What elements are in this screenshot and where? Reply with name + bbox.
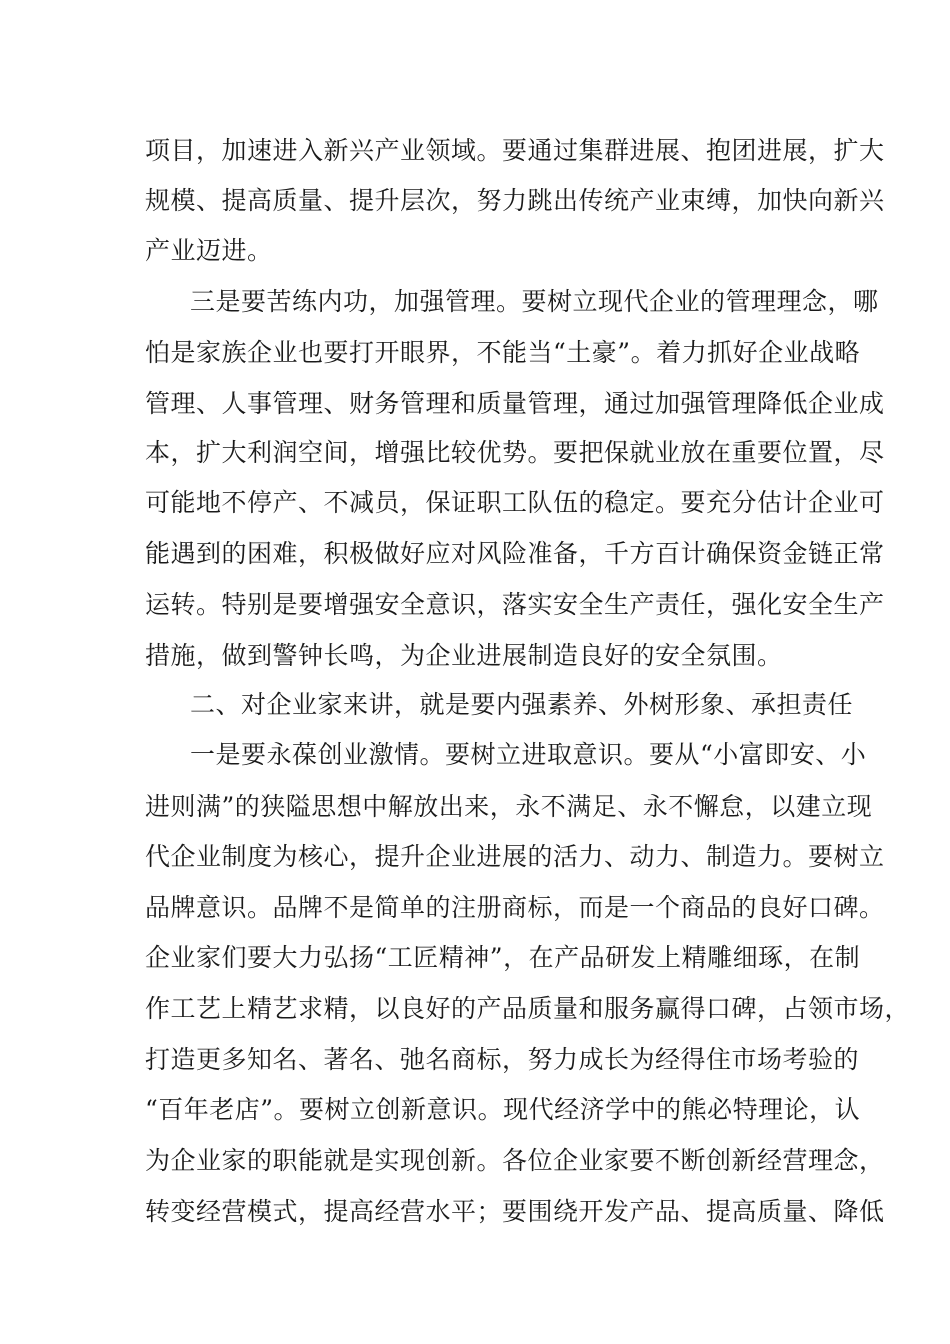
section-heading: 二、对企业家来讲，就是要内强素养、外树形象、承担责任 <box>190 690 854 719</box>
text-line: 本，扩大利润空间，增强比较优势。要把保就业放在重要位置，尽 <box>145 438 885 467</box>
text-line: 能遇到的困难，积极做好应对风险准备，千方百计确保资金链正常 <box>145 539 885 568</box>
text-line: 代企业制度为核心，提升企业进展的活力、动力、制造力。要树立 <box>145 842 885 871</box>
paragraph-start-line: 三是要苦练内功，加强管理。要树立现代企业的管理理念，哪 <box>190 287 879 316</box>
text-line: 为企业家的职能就是实现创新。各位企业家要不断创新经营理念， <box>145 1146 885 1175</box>
text-line: 品牌意识。品牌不是简单的注册商标，而是一个商品的良好口碑。 <box>145 893 885 922</box>
text-line: “百年老店”。要树立创新意识。现代经济学中的熊必特理论，认 <box>145 1095 861 1124</box>
text-line: 措施，做到警钟长鸣，为企业进展制造良好的安全氛围。 <box>145 641 783 670</box>
text-line: 可能地不停产、不减员，保证职工队伍的稳定。要充分估计企业可 <box>145 488 885 517</box>
text-line: 打造更多知名、著名、弛名商标，努力成长为经得住市场考验的 <box>145 1045 860 1074</box>
paragraph-start-line: 一是要永葆创业激情。要树立进取意识。要从“小富即安、小 <box>190 740 867 769</box>
text-line: 企业家们要大力弘扬“工匠精神”，在产品研发上精雕细琢，在制 <box>145 943 861 972</box>
text-line: 进则满”的狭隘思想中解放出来，永不满足、永不懈怠，以建立现 <box>145 792 873 821</box>
text-line: 怕是家族企业也要打开眼界，不能当“土豪”。着力抓好企业战略 <box>145 338 861 367</box>
text-line: 项目，加速进入新兴产业领域。要通过集群进展、抱团进展，扩大 <box>145 136 885 165</box>
text-line: 运转。特别是要增强安全意识，落实安全生产责任，强化安全生产 <box>145 590 885 619</box>
text-line: 转变经营模式，提高经营水平；要围绕开发产品、提高质量、降低 <box>145 1197 885 1226</box>
text-line: 作工艺上精艺求精，以良好的产品质量和服务赢得口碑，占领市场， <box>145 994 911 1023</box>
text-line: 产业迈进。 <box>145 236 273 265</box>
text-line: 管理、人事管理、财务管理和质量管理，通过加强管理降低企业成 <box>145 389 885 418</box>
text-line: 规模、提高质量、提升层次，努力跳出传统产业束缚，加快向新兴 <box>145 186 885 215</box>
